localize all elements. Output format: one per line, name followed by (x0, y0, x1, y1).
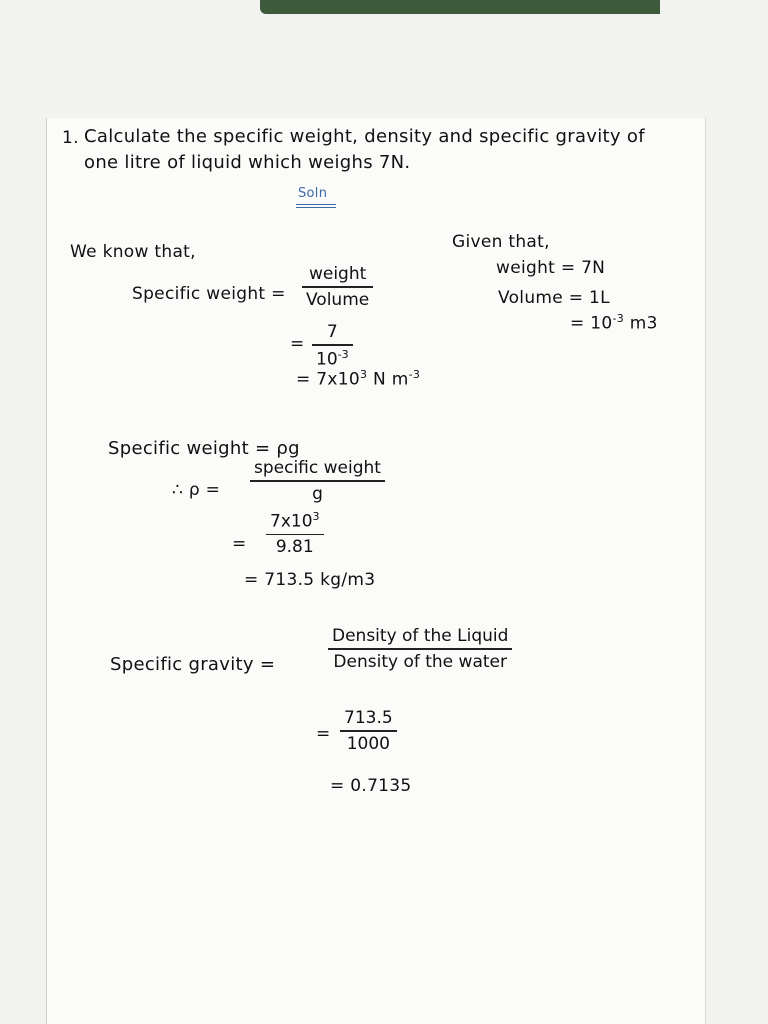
fraction-bar (250, 480, 385, 482)
solution-underline-2 (296, 207, 336, 208)
solution-label: Soln (298, 186, 328, 201)
fraction-denominator: Density of the water (333, 651, 507, 672)
fraction-denominator: g (312, 483, 323, 504)
background-object (260, 0, 660, 14)
fraction-numerator: weight (308, 264, 367, 284)
specific-gravity-label: Specific gravity = (110, 654, 276, 675)
specific-gravity-result: = 0.7135 (330, 776, 412, 796)
fraction-bar (312, 344, 353, 346)
fraction-bar (302, 286, 373, 288)
given-volume: Volume = 1L (498, 288, 610, 308)
fraction-bar (328, 648, 512, 650)
step1-fraction (312, 322, 353, 369)
given-volume-conversion: = $10^{-3}$ m3 (570, 312, 658, 334)
density-step-fraction (266, 510, 324, 557)
fraction-numerator: 713.5 (344, 708, 393, 728)
equals-sign: = (316, 724, 331, 744)
fraction-bar (340, 730, 397, 732)
density-relation: Specific weight = ρg (108, 438, 300, 459)
fraction-bar (266, 534, 324, 536)
we-know-that: We know that, (70, 242, 196, 262)
given-title: Given that, (452, 232, 550, 252)
equals-sign: = (290, 334, 305, 354)
specific-weight-result: = $7x10^3$ N $m^{-3}$ (296, 368, 421, 390)
fraction-numerator: 7 (326, 322, 338, 342)
density-result: = 713.5 kg/m3 (244, 570, 376, 590)
specific-gravity-fraction (328, 626, 512, 672)
fraction-denominator: $10^{-3}$ (316, 347, 349, 370)
density-fraction (250, 458, 385, 504)
question-line-1: Calculate the specific weight, density and specific gravity of (84, 126, 645, 147)
fraction-denominator: 9.81 (275, 537, 314, 558)
question-number: 1. (62, 128, 79, 148)
fraction-numerator: $7x10^3$ (270, 510, 320, 532)
specific-weight-fraction (302, 264, 373, 310)
gravity-step-fraction (340, 708, 397, 754)
question-line-2: one litre of liquid which weighs 7N. (84, 152, 411, 173)
equals-sign: = (232, 534, 247, 554)
specific-weight-label: Specific weight = (132, 284, 286, 304)
fraction-numerator: specific weight (254, 458, 381, 478)
solution-underline (296, 204, 336, 205)
given-weight: weight = 7N (496, 258, 606, 278)
fraction-denominator: 1000 (346, 733, 390, 754)
fraction-denominator: Volume (306, 289, 370, 310)
fraction-numerator: Density of the Liquid (332, 626, 509, 646)
density-lhs: ∴ ρ = (172, 480, 221, 500)
